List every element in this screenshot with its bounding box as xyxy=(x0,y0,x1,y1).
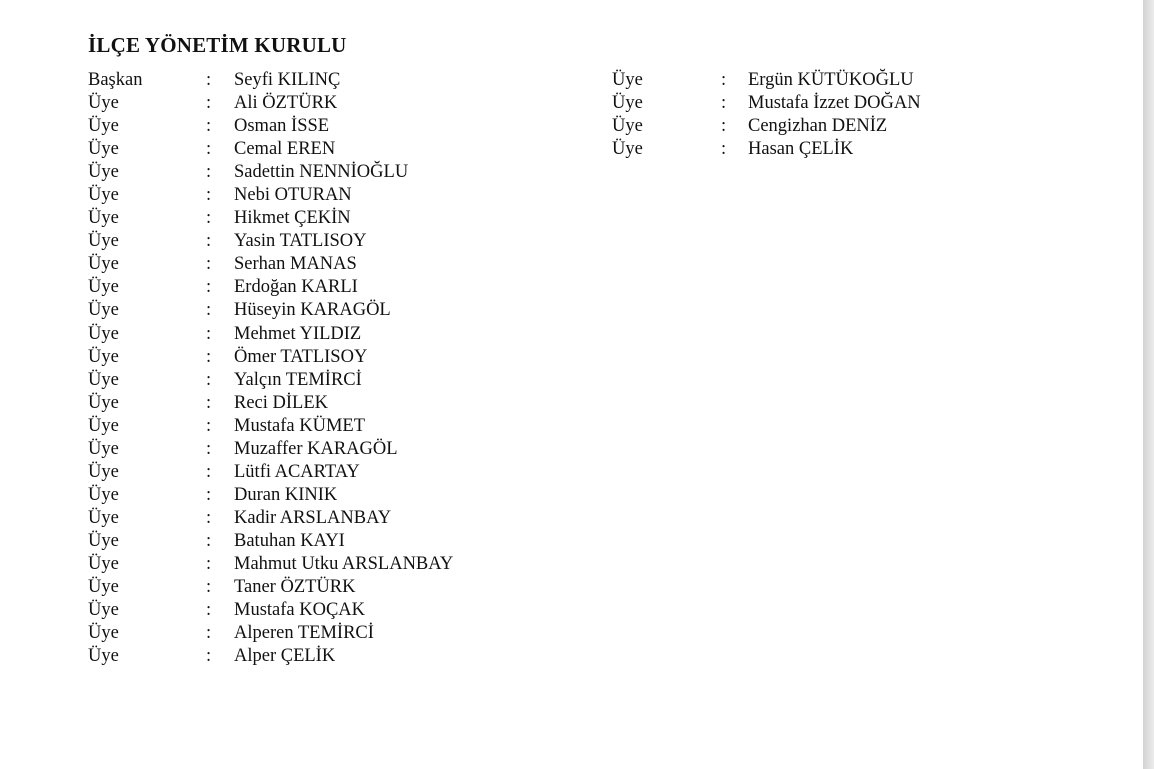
member-name: Mustafa İzzet DOĞAN xyxy=(748,93,921,114)
member-role: Üye xyxy=(612,93,643,114)
member-role: Üye xyxy=(88,623,119,644)
colon-separator: : xyxy=(206,70,212,90)
member-role: Üye xyxy=(88,162,119,183)
member-role: Üye xyxy=(88,530,119,551)
member-role: Üye xyxy=(612,139,643,160)
colon-separator: : xyxy=(721,116,727,137)
member-name: Kadir ARSLANBAY xyxy=(234,507,392,528)
colon-separator: : xyxy=(206,438,212,459)
colon-separator: : xyxy=(206,461,212,482)
colon-separator: : xyxy=(206,277,212,298)
colon-separator: : xyxy=(721,139,727,160)
member-role: Üye xyxy=(88,646,119,667)
member-role: Başkan xyxy=(88,70,143,90)
colon-separator: : xyxy=(206,323,212,344)
colon-separator: : xyxy=(206,346,212,367)
member-name: Ömer TATLISOY xyxy=(234,346,368,367)
colon-separator: : xyxy=(206,553,212,574)
colon-separator: : xyxy=(206,530,212,551)
member-name: Mustafa KÜMET xyxy=(234,415,366,436)
member-role: Üye xyxy=(88,438,119,459)
member-name: Mahmut Utku ARSLANBAY xyxy=(234,553,454,574)
colon-separator: : xyxy=(206,369,212,390)
member-role: Üye xyxy=(88,553,119,574)
colon-separator: : xyxy=(206,415,212,436)
member-name: Yalçın TEMİRCİ xyxy=(234,369,362,390)
page-edge-shadow xyxy=(1143,0,1154,769)
colon-separator: : xyxy=(206,254,212,275)
member-role: Üye xyxy=(88,484,119,505)
member-role: Üye xyxy=(88,577,119,598)
member-name: Erdoğan KARLI xyxy=(234,277,358,298)
member-name: Sadettin NENNİOĞLU xyxy=(234,162,409,183)
member-role: Üye xyxy=(88,93,119,114)
member-name: Ergün KÜTÜKOĞLU xyxy=(748,70,914,90)
member-role: Üye xyxy=(88,277,119,298)
member-name: Hikmet ÇEKİN xyxy=(234,208,351,229)
colon-separator: : xyxy=(206,484,212,505)
page-title: İLÇE YÖNETİM KURULU xyxy=(88,33,347,57)
member-role: Üye xyxy=(612,116,643,137)
member-role: Üye xyxy=(88,254,119,275)
colon-separator: : xyxy=(206,116,212,137)
member-role: Üye xyxy=(88,185,119,206)
member-role: Üye xyxy=(88,461,119,482)
colon-separator: : xyxy=(206,300,212,321)
member-role: Üye xyxy=(88,323,119,344)
colon-separator: : xyxy=(206,623,212,644)
member-name: Yasin TATLISOY xyxy=(234,231,367,252)
member-name: Reci DİLEK xyxy=(234,392,329,413)
member-name: Hüseyin KARAGÖL xyxy=(234,300,391,321)
member-role: Üye xyxy=(88,116,119,137)
colon-separator: : xyxy=(206,646,212,667)
colon-separator: : xyxy=(721,93,727,114)
member-role: Üye xyxy=(88,507,119,528)
member-name: Hasan ÇELİK xyxy=(748,139,854,160)
member-role: Üye xyxy=(88,208,119,229)
member-name: Serhan MANAS xyxy=(234,254,357,275)
member-name: Taner ÖZTÜRK xyxy=(234,577,356,598)
colon-separator: : xyxy=(721,70,727,90)
member-name: Osman İSSE xyxy=(234,116,330,137)
member-role: Üye xyxy=(88,369,119,390)
colon-separator: : xyxy=(206,185,212,206)
member-name: Batuhan KAYI xyxy=(234,530,345,551)
colon-separator: : xyxy=(206,93,212,114)
member-name: Cengizhan DENİZ xyxy=(748,116,888,137)
member-role: Üye xyxy=(88,415,119,436)
member-name: Alperen TEMİRCİ xyxy=(234,623,374,644)
member-name: Mehmet YILDIZ xyxy=(234,323,362,344)
colon-separator: : xyxy=(206,392,212,413)
member-role: Üye xyxy=(88,346,119,367)
member-name: Alper ÇELİK xyxy=(234,646,336,667)
member-role: Üye xyxy=(88,600,119,621)
colon-separator: : xyxy=(206,208,212,229)
member-name: Cemal EREN xyxy=(234,139,336,160)
colon-separator: : xyxy=(206,577,212,598)
member-role: Üye xyxy=(88,139,119,160)
member-name: Duran KINIK xyxy=(234,484,338,505)
colon-separator: : xyxy=(206,231,212,252)
colon-separator: : xyxy=(206,600,212,621)
member-role: Üye xyxy=(88,300,119,321)
member-name: Seyfi KILINÇ xyxy=(234,70,341,90)
colon-separator: : xyxy=(206,162,212,183)
member-name: Muzaffer KARAGÖL xyxy=(234,438,398,459)
member-role: Üye xyxy=(88,231,119,252)
colon-separator: : xyxy=(206,139,212,160)
member-name: Nebi OTURAN xyxy=(234,185,352,206)
member-role: Üye xyxy=(88,392,119,413)
colon-separator: : xyxy=(206,507,212,528)
member-name: Mustafa KOÇAK xyxy=(234,600,366,621)
member-name: Ali ÖZTÜRK xyxy=(234,93,338,114)
member-name: Lütfi ACARTAY xyxy=(234,461,360,482)
member-role: Üye xyxy=(612,70,643,90)
